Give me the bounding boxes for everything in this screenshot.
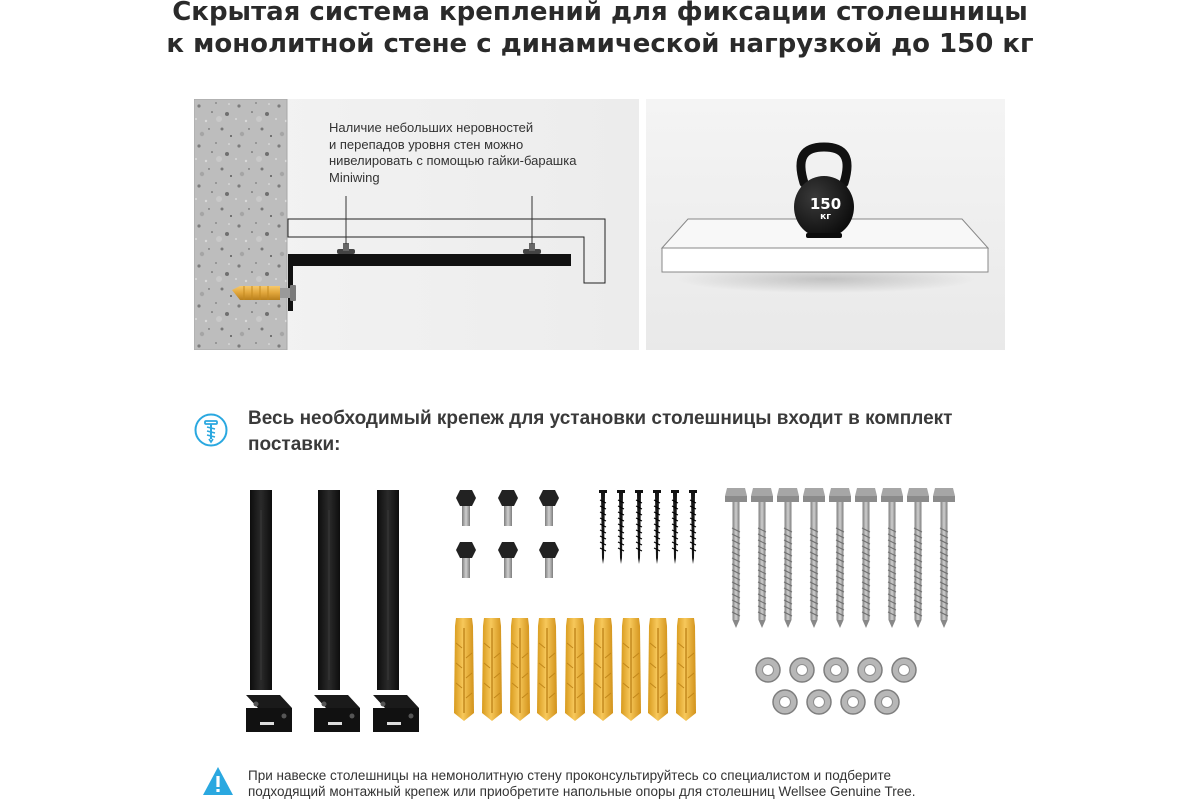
kettlebell-weight: 150 [809,195,842,213]
kit-contents [190,478,1020,738]
page-title [0,0,1200,60]
washers-group [756,658,916,714]
concrete-wall [194,99,287,350]
warning-triangle-icon [202,766,234,796]
screw-icon [194,413,228,447]
title-line-1: Скрытая система креплений для фиксации столешницы [172,0,1028,27]
note-line-4: Miniwing [329,169,380,185]
note-line-3: нивелировать с помощью гайки-барашка [329,153,577,168]
leveling-feet-group [456,490,559,578]
kettlebell-icon [794,147,854,238]
note-line-2: и перепадов уровня стен можно [329,136,524,152]
bracket-arm [288,254,571,266]
kit-heading-line-2: поставки: [248,434,341,455]
load-demo-panel [646,99,1005,350]
wing-nut-left [337,243,355,254]
kit-heading [248,406,1008,458]
lag-bolts-group [725,488,955,628]
brackets-group [246,490,419,732]
wall-plugs-group [454,618,696,721]
kit-heading-line-1: Весь необходимый крепеж для установки столешницы входит в комплект [248,408,953,429]
footer-note [248,768,1008,800]
wing-nut-right [523,243,541,254]
footer-line-1: При навеске столешницы на немонолитную стену проконсультируйтесь со специалистом и подберите [248,768,891,783]
kettlebell-unit: кг [820,212,831,222]
mounting-diagram-panel [194,99,639,350]
bracket-plate [288,254,293,311]
countertop-outline [288,219,605,283]
diagram-note [329,120,576,186]
title-line-2: к монолитной стене с динамической нагрузкой до 150 кг [166,29,1034,59]
note-line-1: Наличие небольших неровностей [329,120,534,135]
wood-screws-group [599,490,697,564]
shelf-load-illustration [646,99,1005,350]
footer-line-2: подходящий монтажный крепеж или приобретите напольные опоры для столешниц Wellsee Genuine Tree. [248,784,916,799]
